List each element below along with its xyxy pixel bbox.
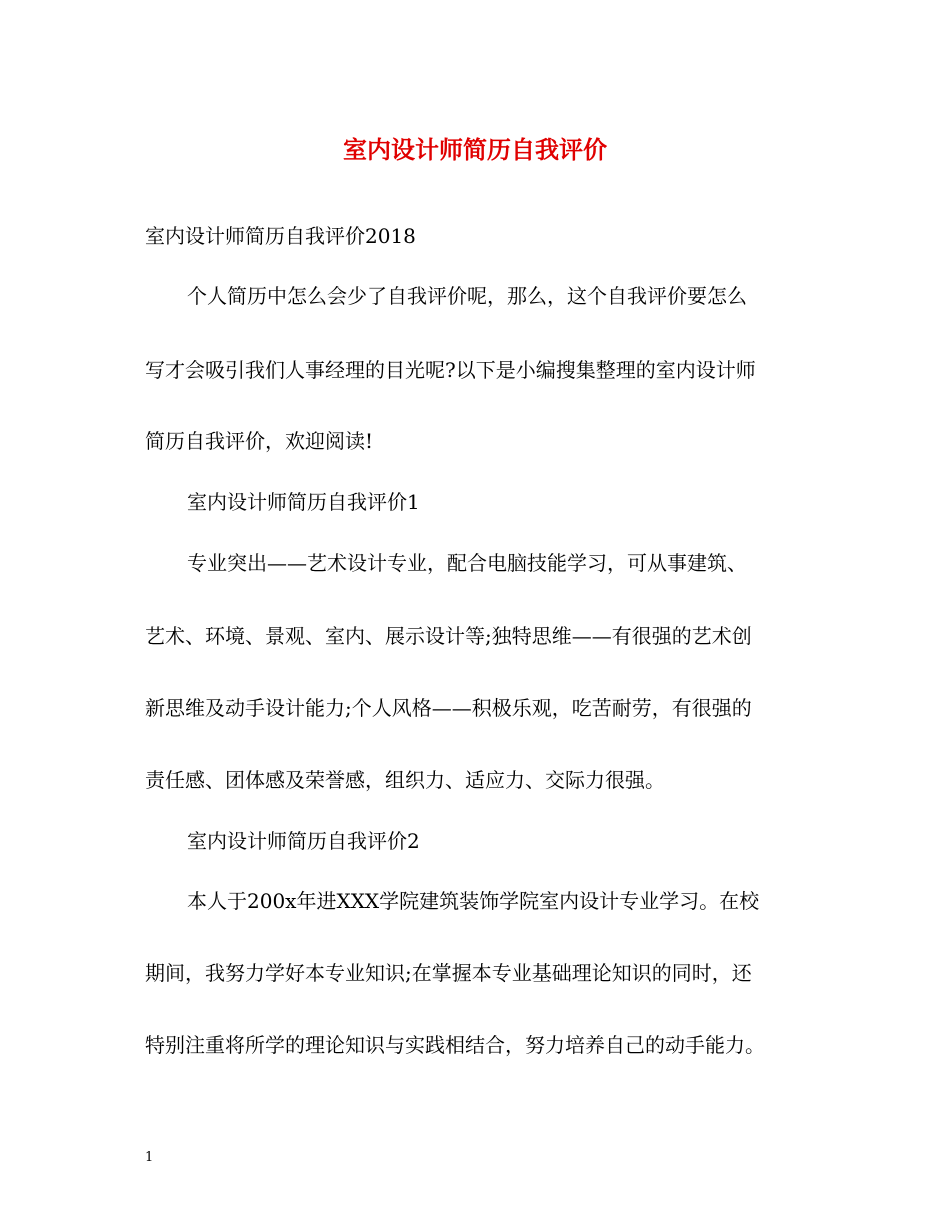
paragraph-line: 新思维及动手设计能力;个人风格——积极乐观，吃苦耐劳，有很强的 [145, 696, 752, 720]
paragraph-line: 责任感、团体感及荣誉感，组织力、适应力、交际力很强。 [145, 768, 665, 792]
paragraph-line: 本人于200x年进XXX学院建筑装饰学院室内设计专业学习。在校 [187, 889, 760, 913]
paragraph-line: 个人简历中怎么会少了自我评价呢，那么，这个自我评价要怎么 [187, 284, 747, 308]
paragraph-line: 期间，我努力学好本专业知识;在掌握本专业基础理论知识的同时，还 [145, 961, 752, 985]
page-number: 1 [145, 1150, 154, 1165]
paragraph-line: 简历自我评价，欢迎阅读! [145, 429, 374, 453]
paragraph-line: 写才会吸引我们人事经理的目光呢?以下是小编搜集整理的室内设计师 [145, 358, 756, 382]
section-heading: 室内设计师简历自我评价1 [187, 490, 420, 514]
subtitle-line: 室内设计师简历自我评价2018 [145, 224, 416, 248]
paragraph-line: 艺术、环境、景观、室内、展示设计等;独特思维——有很强的艺术创 [145, 624, 752, 648]
section-heading: 室内设计师简历自我评价2 [187, 829, 420, 853]
document-title: 室内设计师简历自我评价 [343, 135, 607, 164]
paragraph-line: 特别注重将所学的理论知识与实践相结合，努力培养自己的动手能力。 [145, 1033, 765, 1057]
paragraph-line: 专业突出——艺术设计专业，配合电脑技能学习，可从事建筑、 [187, 551, 747, 575]
